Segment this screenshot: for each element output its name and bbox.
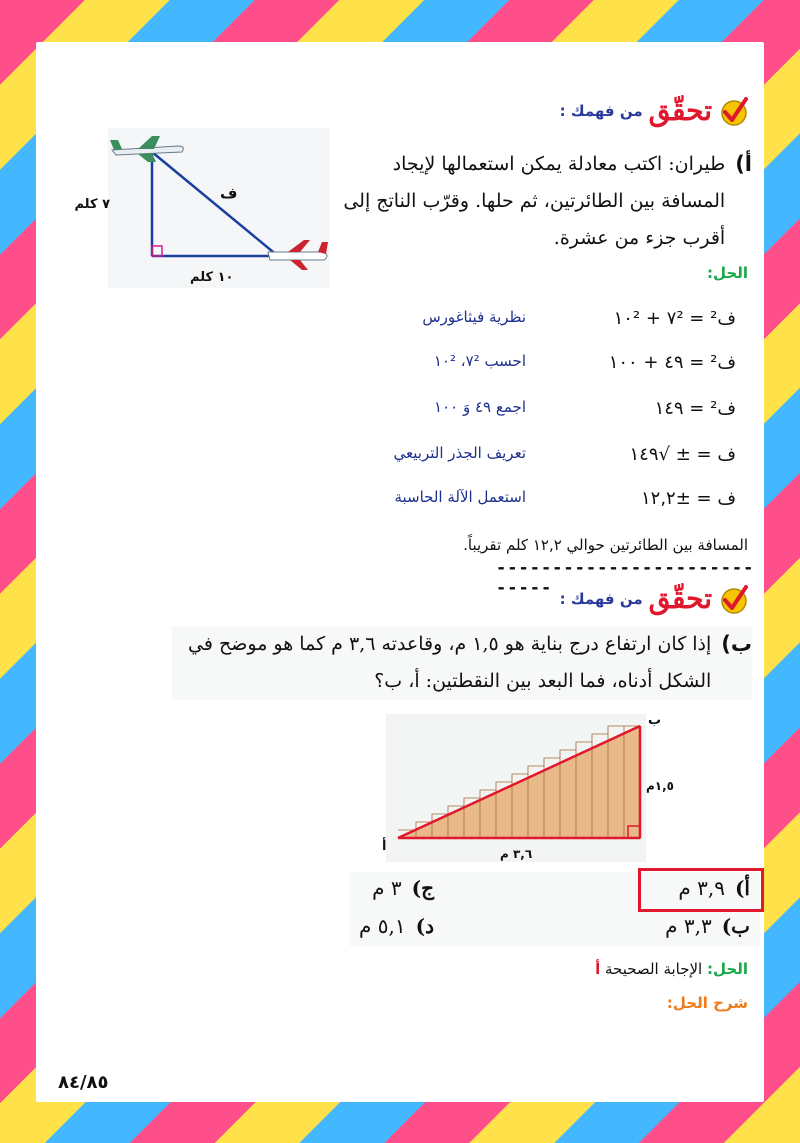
divider-line: ---------------------------- [496, 558, 755, 598]
airplanes-figure [74, 128, 330, 288]
answer-letter: أ [595, 960, 601, 978]
step-row [36, 352, 764, 382]
choice-a[interactable] [678, 876, 750, 900]
explanation-label: شرح الحل: [666, 994, 748, 1012]
height-label: ١,٥م [646, 779, 675, 793]
question-letter: أ) [735, 152, 752, 176]
checkmark-icon [718, 583, 750, 615]
choice-b[interactable] [665, 914, 750, 938]
check-understanding-title-2 [560, 582, 750, 615]
step-equation: ف = ±١٢,٢ [640, 488, 736, 509]
vertical-label: ٧ كلم [74, 197, 110, 212]
step-reason: تعريف الجذر التربيعي [393, 444, 526, 462]
question-a [332, 146, 752, 257]
question-b [172, 626, 752, 700]
step-reason: استعمل الآلة الحاسبة [394, 488, 526, 506]
answer-line [595, 960, 748, 978]
choice-letter: أ) [734, 876, 750, 900]
question-text: إذا كان ارتفاع درج بناية هو ١,٥ م، وقاعدته ٣,٦ م كما هو موضح في الشكل أدناه، فما البعد بين النقطتين: أ، ب؟ [188, 633, 712, 692]
staircase-figure [376, 708, 675, 868]
choice-letter: د) [415, 914, 434, 938]
worksheet-page [36, 42, 764, 1102]
check-subtitle-text: من فهمك : [559, 101, 643, 120]
solution-label: الحل: [707, 960, 748, 978]
step-row [36, 488, 764, 518]
choice-d[interactable] [359, 914, 434, 938]
checkmark-icon [718, 95, 750, 127]
question-letter: ب) [721, 632, 752, 656]
solution-label: الحل: [707, 264, 748, 282]
choice-c[interactable] [372, 876, 434, 900]
page-number: ٨٤/٨٥ [58, 1072, 109, 1093]
check-title-text: تحقّق [648, 94, 712, 127]
question-text: طيران: اكتب معادلة يمكن استعمالها لإيجاد المسافة بين الطائرتين، ثم حلها. وقرّب الناتج إلى أقرب جزء من عشرة. [343, 153, 726, 249]
base-label: ١٠ كلم [190, 270, 234, 285]
check-title-text: تحقّق [648, 582, 712, 615]
point-b-label: ب [648, 713, 662, 728]
point-a-label: أ [382, 839, 387, 854]
choice-value: ٣ م [372, 876, 402, 900]
step-reason: اجمع ٤٩ وَ ١٠٠ [434, 398, 526, 416]
step-row [36, 444, 764, 474]
step-equation: ف² = ٧² + ١٠² [613, 308, 736, 329]
step-reason: نظرية فيثاغورس [422, 308, 526, 326]
step-row [36, 398, 764, 428]
check-understanding-title-1 [560, 94, 750, 127]
choice-value: ٣,٣ م [665, 914, 712, 938]
step-reason: احسب ٧²، ١٠² [433, 352, 526, 370]
base-label: ٣,٦ م [500, 847, 533, 861]
conclusion-text: المسافة بين الطائرتين حوالي ١٢,٢ كلم تقريباً. [463, 536, 748, 554]
step-equation: ف² = ١٤٩ [654, 398, 736, 419]
step-equation: ف = ± √١٤٩ [629, 444, 736, 465]
step-equation: ف² = ٤٩ + ١٠٠ [608, 352, 736, 373]
hypotenuse-label: ف [220, 184, 238, 202]
choice-letter: ج) [411, 876, 434, 900]
choice-value: ٥,١ م [359, 914, 406, 938]
choice-letter: ب) [721, 914, 750, 938]
answer-text: الإجابة الصحيحة [605, 960, 703, 978]
choice-value: ٣,٩ م [678, 876, 725, 900]
check-subtitle-text: من فهمك : [559, 589, 643, 608]
step-row [36, 308, 764, 338]
